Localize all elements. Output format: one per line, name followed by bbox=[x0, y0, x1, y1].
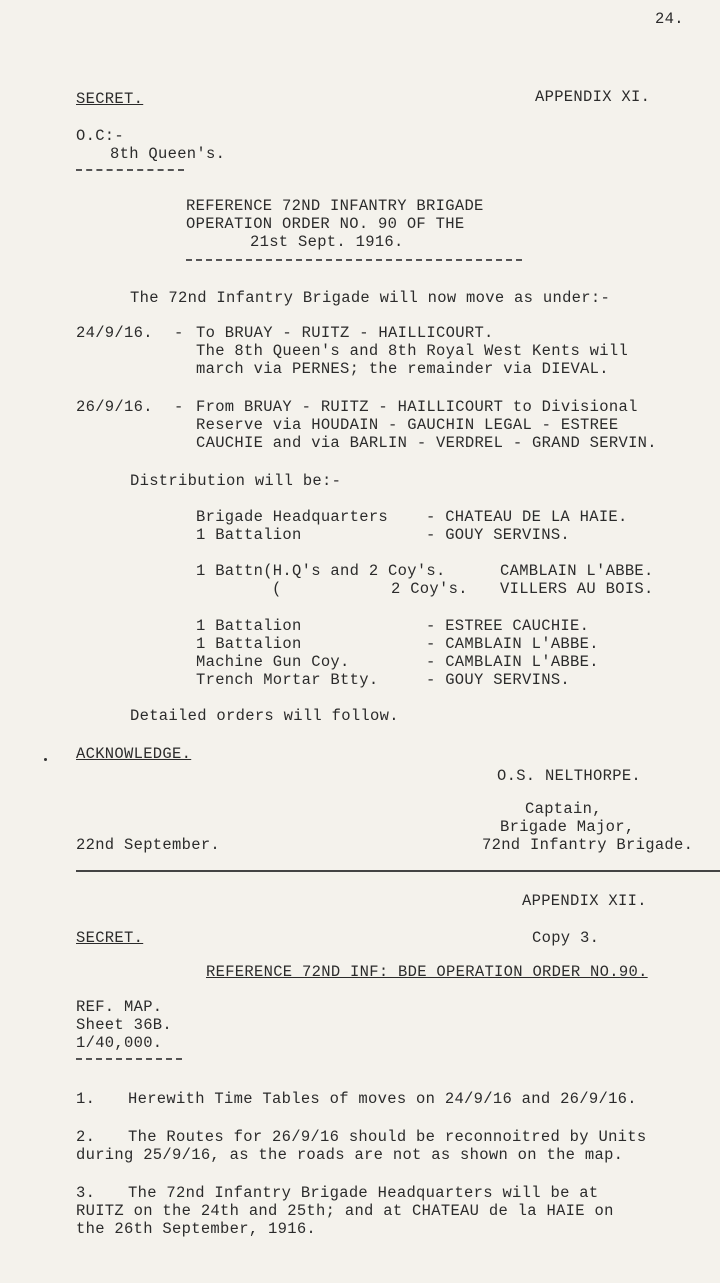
reference-rule bbox=[186, 259, 522, 261]
signatory-unit: 72nd Infantry Brigade. bbox=[482, 836, 694, 854]
copy-number: Copy 3. bbox=[532, 929, 600, 947]
distribution-location: VILLERS AU BOIS. bbox=[500, 580, 654, 598]
addressee-label: O.C:- bbox=[76, 127, 125, 145]
distribution-location: - ESTREE CAUCHIE. bbox=[426, 617, 590, 635]
distribution-unit: 2 Coy's. bbox=[391, 580, 468, 598]
reference-line-1: REFERENCE 72ND INFANTRY BRIGADE bbox=[186, 197, 484, 215]
secret-marking: SECRET. bbox=[76, 929, 144, 947]
move-1-line: To BRUAY - RUITZ - HAILLICOURT. bbox=[196, 324, 494, 342]
signatory-role: Brigade Major, bbox=[500, 818, 635, 836]
paragraph-text: the 26th September, 1916. bbox=[76, 1220, 317, 1238]
addressee-rule bbox=[76, 169, 184, 171]
move-1-date: 24/9/16. bbox=[76, 324, 153, 342]
paragraph-text: The 72nd Infantry Brigade Headquarters will be at bbox=[128, 1184, 599, 1202]
distribution-location: - GOUY SERVINS. bbox=[426, 671, 571, 689]
distribution-unit: Brigade Headquarters bbox=[196, 508, 389, 526]
paragraph-text: during 25/9/16, as the roads are not as shown on the map. bbox=[76, 1146, 624, 1164]
reference-title: REFERENCE 72ND INF: BDE OPERATION ORDER NO.90. bbox=[206, 963, 648, 981]
page-number: 24. bbox=[655, 10, 684, 28]
distribution-unit: 1 Battalion bbox=[196, 617, 302, 635]
map-sheet: Sheet 36B. bbox=[76, 1016, 173, 1034]
distribution-unit: Trench Mortar Btty. bbox=[196, 671, 379, 689]
map-rule bbox=[76, 1058, 182, 1060]
move-2-line: Reserve via HOUDAIN - GAUCHIN LEGAL - ESTREE bbox=[196, 416, 619, 434]
paragraph-text: Herewith Time Tables of moves on 24/9/16 and 26/9/16. bbox=[128, 1090, 637, 1108]
move-2-dash: - bbox=[174, 398, 184, 416]
signatory-rank: Captain, bbox=[525, 800, 602, 818]
reference-line-3: 21st Sept. 1916. bbox=[250, 233, 404, 251]
signatory-name: O.S. NELTHORPE. bbox=[497, 767, 642, 785]
move-1-line: The 8th Queen's and 8th Royal West Kents will bbox=[196, 342, 629, 360]
appendix-xii-heading: APPENDIX XII. bbox=[522, 892, 647, 910]
paragraph-text: The Routes for 26/9/16 should be reconnoitred by Units bbox=[128, 1128, 647, 1146]
ref-map-label: REF. MAP. bbox=[76, 998, 163, 1016]
issue-date: 22nd September. bbox=[76, 836, 221, 854]
paragraph-number: 1. bbox=[76, 1090, 96, 1108]
move-2-line: From BRUAY - RUITZ - HAILLICOURT to Divisional bbox=[196, 398, 638, 416]
map-scale: 1/40,000. bbox=[76, 1034, 163, 1052]
acknowledge: ACKNOWLEDGE. bbox=[76, 745, 192, 763]
appendix-xi-heading: APPENDIX XI. bbox=[535, 88, 651, 106]
stray-mark bbox=[44, 758, 47, 761]
distribution-heading: Distribution will be:- bbox=[130, 472, 342, 490]
distribution-unit: 1 Battn(H.Q's and 2 Coy's. bbox=[196, 562, 446, 580]
follow-note: Detailed orders will follow. bbox=[130, 707, 399, 725]
distribution-location: - CHATEAU DE LA HAIE. bbox=[426, 508, 628, 526]
distribution-unit: 1 Battalion bbox=[196, 526, 302, 544]
move-2-date: 26/9/16. bbox=[76, 398, 153, 416]
paragraph-text: RUITZ on the 24th and 25th; and at CHATEAU de la HAIE on bbox=[76, 1202, 614, 1220]
paragraph-number: 2. bbox=[76, 1128, 96, 1146]
paragraph-number: 3. bbox=[76, 1184, 96, 1202]
distribution-unit: Machine Gun Coy. bbox=[196, 653, 350, 671]
addressee-unit: 8th Queen's. bbox=[110, 145, 226, 163]
move-2-line: CAUCHIE and via BARLIN - VERDREL - GRAND SERVIN. bbox=[196, 434, 657, 452]
distribution-location: CAMBLAIN L'ABBE. bbox=[500, 562, 654, 580]
secret-marking: SECRET. bbox=[76, 90, 144, 108]
distribution-location: - CAMBLAIN L'ABBE. bbox=[426, 635, 599, 653]
distribution-bracket: ( bbox=[272, 580, 282, 598]
reference-line-2: OPERATION ORDER NO. 90 OF THE bbox=[186, 215, 465, 233]
section-divider bbox=[76, 870, 720, 872]
distribution-location: - CAMBLAIN L'ABBE. bbox=[426, 653, 599, 671]
distribution-location: - GOUY SERVINS. bbox=[426, 526, 571, 544]
move-1-dash: - bbox=[174, 324, 184, 342]
move-1-line: march via PERNES; the remainder via DIEVAL. bbox=[196, 360, 609, 378]
distribution-unit: 1 Battalion bbox=[196, 635, 302, 653]
intro-text: The 72nd Infantry Brigade will now move as under:- bbox=[130, 289, 611, 307]
